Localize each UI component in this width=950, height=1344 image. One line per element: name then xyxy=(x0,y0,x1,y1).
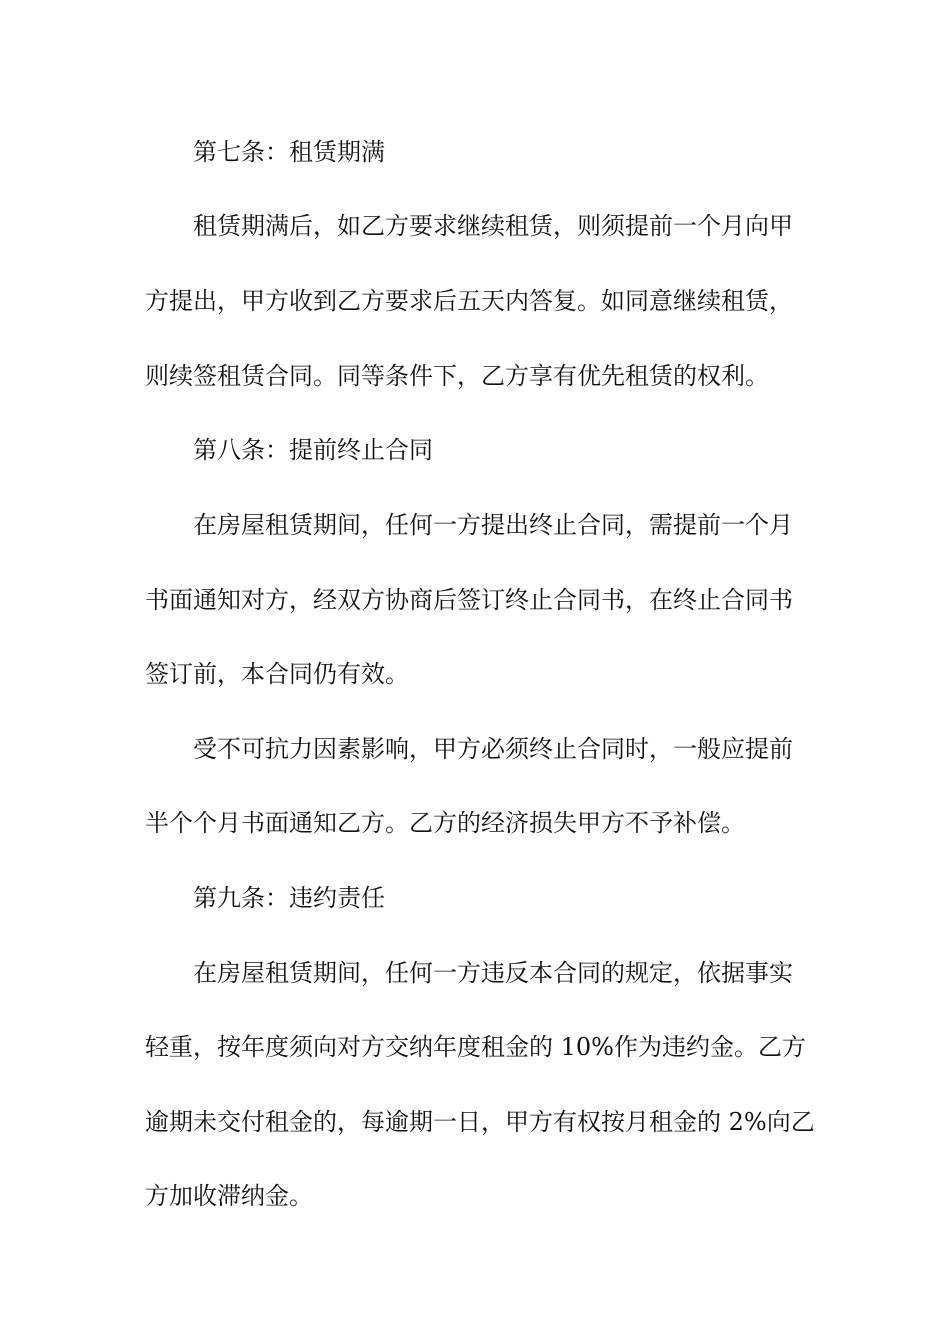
article-8-p1-line-1: 在房屋租赁期间，任何一方提出终止合同，需提前一个月 xyxy=(193,511,793,539)
article-8-heading: 第八条：提前终止合同 xyxy=(193,436,433,464)
article-7-line-3: 则续签租赁合同。同等条件下，乙方享有优先租赁的权利。 xyxy=(145,362,769,390)
article-9-line-2: 轻重，按年度须向对方交纳年度租金的 10%作为违约金。乙方 xyxy=(145,1033,806,1061)
article-9-line-4: 方加收滞纳金。 xyxy=(145,1182,313,1210)
article-7-line-1: 租赁期满后，如乙方要求继续租赁，则须提前一个月向甲 xyxy=(193,212,793,240)
article-7-heading: 第七条：租赁期满 xyxy=(193,138,385,166)
article-9-heading: 第九条：违约责任 xyxy=(193,884,385,912)
article-8-p1-line-2: 书面通知对方，经双方协商后签订终止合同书，在终止合同书 xyxy=(145,586,793,614)
article-9-line-1: 在房屋租赁期间，任何一方违反本合同的规定，依据事实 xyxy=(193,959,793,987)
article-8-p2-line-2: 半个个月书面通知乙方。乙方的经济损失甲方不予补偿。 xyxy=(145,809,745,837)
article-8-p1-line-3: 签订前，本合同仍有效。 xyxy=(145,660,409,688)
article-7-line-2: 方提出，甲方收到乙方要求后五天内答复。如同意继续租赁， xyxy=(145,287,793,315)
article-8-p2-line-1: 受不可抗力因素影响，甲方必须终止合同时，一般应提前 xyxy=(193,735,793,763)
article-9-line-3: 逾期未交付租金的，每逾期一日，甲方有权按月租金的 2%向乙 xyxy=(145,1108,815,1136)
